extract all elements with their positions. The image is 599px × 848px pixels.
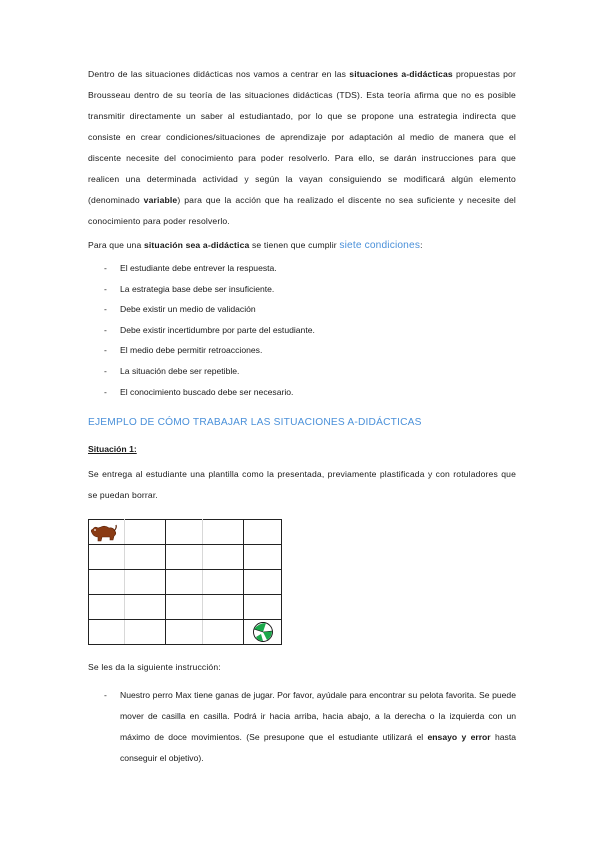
condition-text: El conocimiento buscado debe ser necesario. — [120, 386, 294, 397]
grid-cell — [244, 595, 282, 620]
condition-text: Debe existir incertidumbre por parte del estudiante. — [120, 324, 315, 335]
conditions-text-3: : — [420, 240, 423, 250]
bullet-dash: - — [104, 263, 107, 273]
grid-cell — [166, 595, 203, 620]
grid-cell — [203, 545, 244, 570]
intro-bold-situaciones: situaciones a-didácticas — [349, 69, 453, 79]
grid-cell — [203, 620, 244, 645]
condition-text: El medio debe permitir retroacciones. — [120, 345, 263, 356]
grid-row — [89, 595, 282, 620]
bullet-dash: - — [104, 304, 107, 315]
intro-paragraph — [88, 64, 516, 232]
bullet-dash: - — [104, 386, 107, 397]
situation-title: Situación 1: — [88, 444, 137, 455]
grid-row — [89, 620, 282, 645]
bullet-dash: - — [104, 690, 107, 701]
grid-cell — [125, 520, 166, 545]
intro-bold-variable: variable — [143, 195, 178, 205]
grid-template — [88, 519, 516, 645]
grid-cell — [203, 570, 244, 595]
grid-cell — [166, 545, 203, 570]
grid-cell — [203, 520, 244, 545]
condition-text: La estrategia base debe ser insuficiente. — [120, 283, 275, 294]
conditions-text-2: se tienen que cumplir — [249, 240, 340, 250]
ball-icon — [245, 620, 281, 644]
intro-text-3: ) para que la acción que ha realizado el discente no sea suficiente y necesite del conocimiento para poder resolverlo. — [88, 195, 516, 226]
bullet-dash: - — [104, 345, 107, 356]
list-item — [88, 279, 516, 300]
instruction-list — [88, 685, 516, 769]
situation-text: Se entrega al estudiante una plantilla como la presentada, previamente plastificada y con rotuladores que se puedan borrar. — [88, 469, 516, 501]
grid-cell — [166, 570, 203, 595]
grid-cell — [89, 545, 125, 570]
conditions-highlight: siete condiciones — [339, 240, 421, 251]
grid-cell — [166, 520, 203, 545]
grid-cell — [125, 545, 166, 570]
grid-cell — [244, 570, 282, 595]
conditions-bold: situación sea a-didáctica — [143, 240, 250, 250]
grid-cell — [203, 595, 244, 620]
grid-cell — [89, 620, 125, 645]
list-item — [88, 685, 516, 769]
dog-icon — [89, 521, 119, 543]
condition-text: Debe existir un medio de validación — [120, 304, 256, 315]
intro-text-2: propuestas por Brousseau dentro de su teoría de las situaciones didácticas (TDS). Esta teoría afirma que no es posible transmitir directamente un saber al estudiantado, por lo que se propone una estrategia indirecta que consiste en crear condiciones/situaciones de aprendizaje por adaptación al medio de manera que el discente necesite del conocimiento para poder resolverlo. Para ello, se darán instrucciones para que realicen una determinada actividad y según la vayan consiguiendo se modificará algún elemento (denominado — [88, 69, 516, 205]
list-item — [88, 299, 516, 320]
grid-table — [88, 519, 282, 645]
grid-cell — [244, 520, 282, 545]
list-item — [88, 258, 516, 279]
instruction-intro: Se les da la siguiente instrucción: — [88, 662, 221, 673]
grid-cell — [244, 545, 282, 570]
section-heading: EJEMPLO DE CÓMO TRABAJAR LAS SITUACIONES A-DIDÁCTICAS — [88, 417, 422, 429]
list-item — [88, 320, 516, 341]
grid-cell — [89, 595, 125, 620]
list-item — [88, 361, 516, 382]
grid-cell — [244, 620, 282, 645]
conditions-text-1: Para que una — [88, 240, 144, 250]
bullet-dash: - — [104, 365, 107, 376]
grid-cell — [125, 595, 166, 620]
grid-row — [89, 545, 282, 570]
list-item — [88, 382, 516, 403]
conditions-list — [88, 258, 516, 402]
instruction-bold: ensayo y error — [427, 732, 491, 743]
grid-cell — [125, 570, 166, 595]
intro-text-1: Dentro de las situaciones didácticas nos vamos a centrar en las — [88, 69, 350, 79]
bullet-dash: - — [104, 324, 107, 335]
instruction-text-1: Nuestro perro Max tiene ganas de jugar. Por favor, ayúdale para encontrar su pelota favorita. Se puede mover de casilla en casilla. Podrá ir hacia arriba, hacia abajo, a la derecha o la izquierda con un máximo de doce movimientos. (Se presupone que el estudiante utilizará el — [120, 690, 516, 743]
condition-text: El estudiante debe entrever la respuesta. — [120, 263, 277, 273]
grid-cell — [89, 570, 125, 595]
grid-cell — [89, 520, 125, 545]
grid-row — [89, 570, 282, 595]
bullet-dash: - — [104, 283, 107, 294]
conditions-intro — [88, 235, 516, 256]
instruction-text-2: hasta conseguir el objetivo). — [120, 732, 516, 764]
grid-row — [89, 520, 282, 545]
grid-cell — [125, 620, 166, 645]
condition-text: La situación debe ser repetible. — [120, 365, 240, 376]
grid-cell — [166, 620, 203, 645]
document-page — [88, 64, 516, 769]
list-item — [88, 340, 516, 361]
